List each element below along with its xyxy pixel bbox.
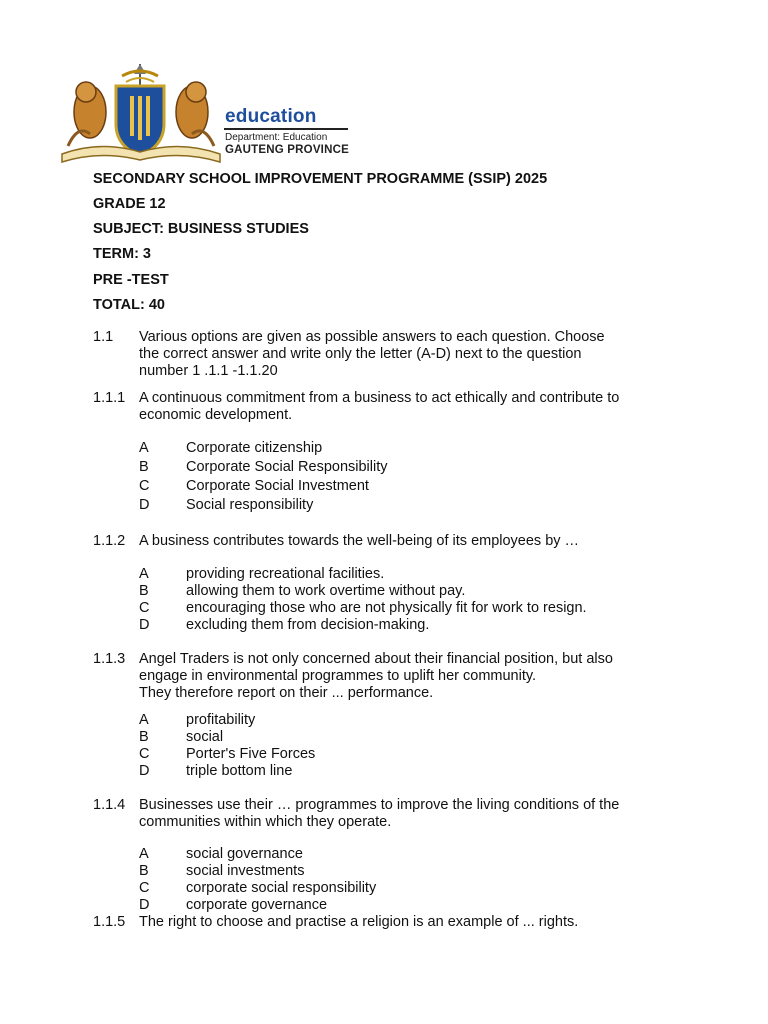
option-letter: C (139, 746, 150, 762)
brand-divider (224, 128, 348, 130)
option-text: encouraging those who are not physically fit for work to resign. (186, 600, 587, 616)
option-text: providing recreational facilities. (186, 566, 385, 582)
option-letter: C (139, 880, 150, 896)
total-heading: TOTAL: 40 (93, 297, 165, 313)
option-letter: C (139, 600, 150, 616)
question-text: communities within which they operate. (139, 814, 392, 830)
coat-of-arms-icon (60, 64, 222, 164)
test-heading: PRE -TEST (93, 272, 169, 288)
option-letter: B (139, 459, 149, 475)
brand-wordmark: education (225, 106, 317, 127)
question-text: The right to choose and practise a religion is an example of ... rights. (139, 914, 579, 930)
option-letter: D (139, 763, 150, 779)
option-text: Corporate Social Investment (186, 478, 369, 494)
option-text: social investments (186, 863, 305, 879)
option-letter: A (139, 566, 149, 582)
grade-heading: GRADE 12 (93, 196, 166, 212)
option-text: excluding them from decision-making. (186, 617, 430, 633)
question-text: economic development. (139, 407, 293, 423)
gauteng-education-logo (60, 64, 360, 164)
option-letter: A (139, 712, 149, 728)
question-text: engage in environmental programmes to uplift her community. (139, 668, 537, 684)
option-text: corporate social responsibility (186, 880, 377, 896)
option-text: Porter's Five Forces (186, 746, 316, 762)
option-letter: A (139, 846, 149, 862)
question-text: They therefore report on their ... performance. (139, 685, 434, 701)
question-number: 1.1.3 (93, 651, 126, 667)
option-letter: B (139, 863, 149, 879)
option-letter: D (139, 497, 150, 513)
instructions-line: the correct answer and write only the letter (A-D) next to the question (139, 346, 582, 362)
option-letter: D (139, 897, 150, 913)
option-text: Corporate citizenship (186, 440, 323, 456)
instructions-line: number 1 .1.1 -1.1.20 (139, 363, 278, 379)
option-text: triple bottom line (186, 763, 293, 779)
question-number: 1.1.4 (93, 797, 126, 813)
option-text: corporate governance (186, 897, 328, 913)
programme-title: SECONDARY SCHOOL IMPROVEMENT PROGRAMME (SSIP) 2025 (93, 171, 548, 187)
brand-department: Department: Education (225, 132, 328, 143)
question-number: 1.1.2 (93, 533, 126, 549)
question-text: A business contributes towards the well-being of its employees by … (139, 533, 580, 549)
option-letter: D (139, 617, 150, 633)
question-number: 1.1.5 (93, 914, 126, 930)
question-text: Businesses use their … programmes to improve the living conditions of the (139, 797, 620, 813)
option-letter: B (139, 729, 149, 745)
option-text: profitability (186, 712, 256, 728)
question-number: 1.1.1 (93, 390, 126, 406)
option-letter: C (139, 478, 150, 494)
question-text: A continuous commitment from a business to act ethically and contribute to (139, 390, 620, 406)
instructions-line: Various options are given as possible answers to each question. Choose (139, 329, 605, 345)
option-letter: B (139, 583, 149, 599)
instructions-number: 1.1 (93, 329, 114, 345)
brand-province: GAUTENG PROVINCE (225, 144, 349, 156)
question-text: Angel Traders is not only concerned about their financial position, but also (139, 651, 613, 667)
term-heading: TERM: 3 (93, 246, 151, 262)
option-text: Social responsibility (186, 497, 314, 513)
option-text: social (186, 729, 224, 745)
option-text: Corporate Social Responsibility (186, 459, 388, 475)
option-letter: A (139, 440, 149, 456)
option-text: allowing them to work overtime without pay. (186, 583, 466, 599)
subject-heading: SUBJECT: BUSINESS STUDIES (93, 221, 309, 237)
option-text: social governance (186, 846, 303, 862)
